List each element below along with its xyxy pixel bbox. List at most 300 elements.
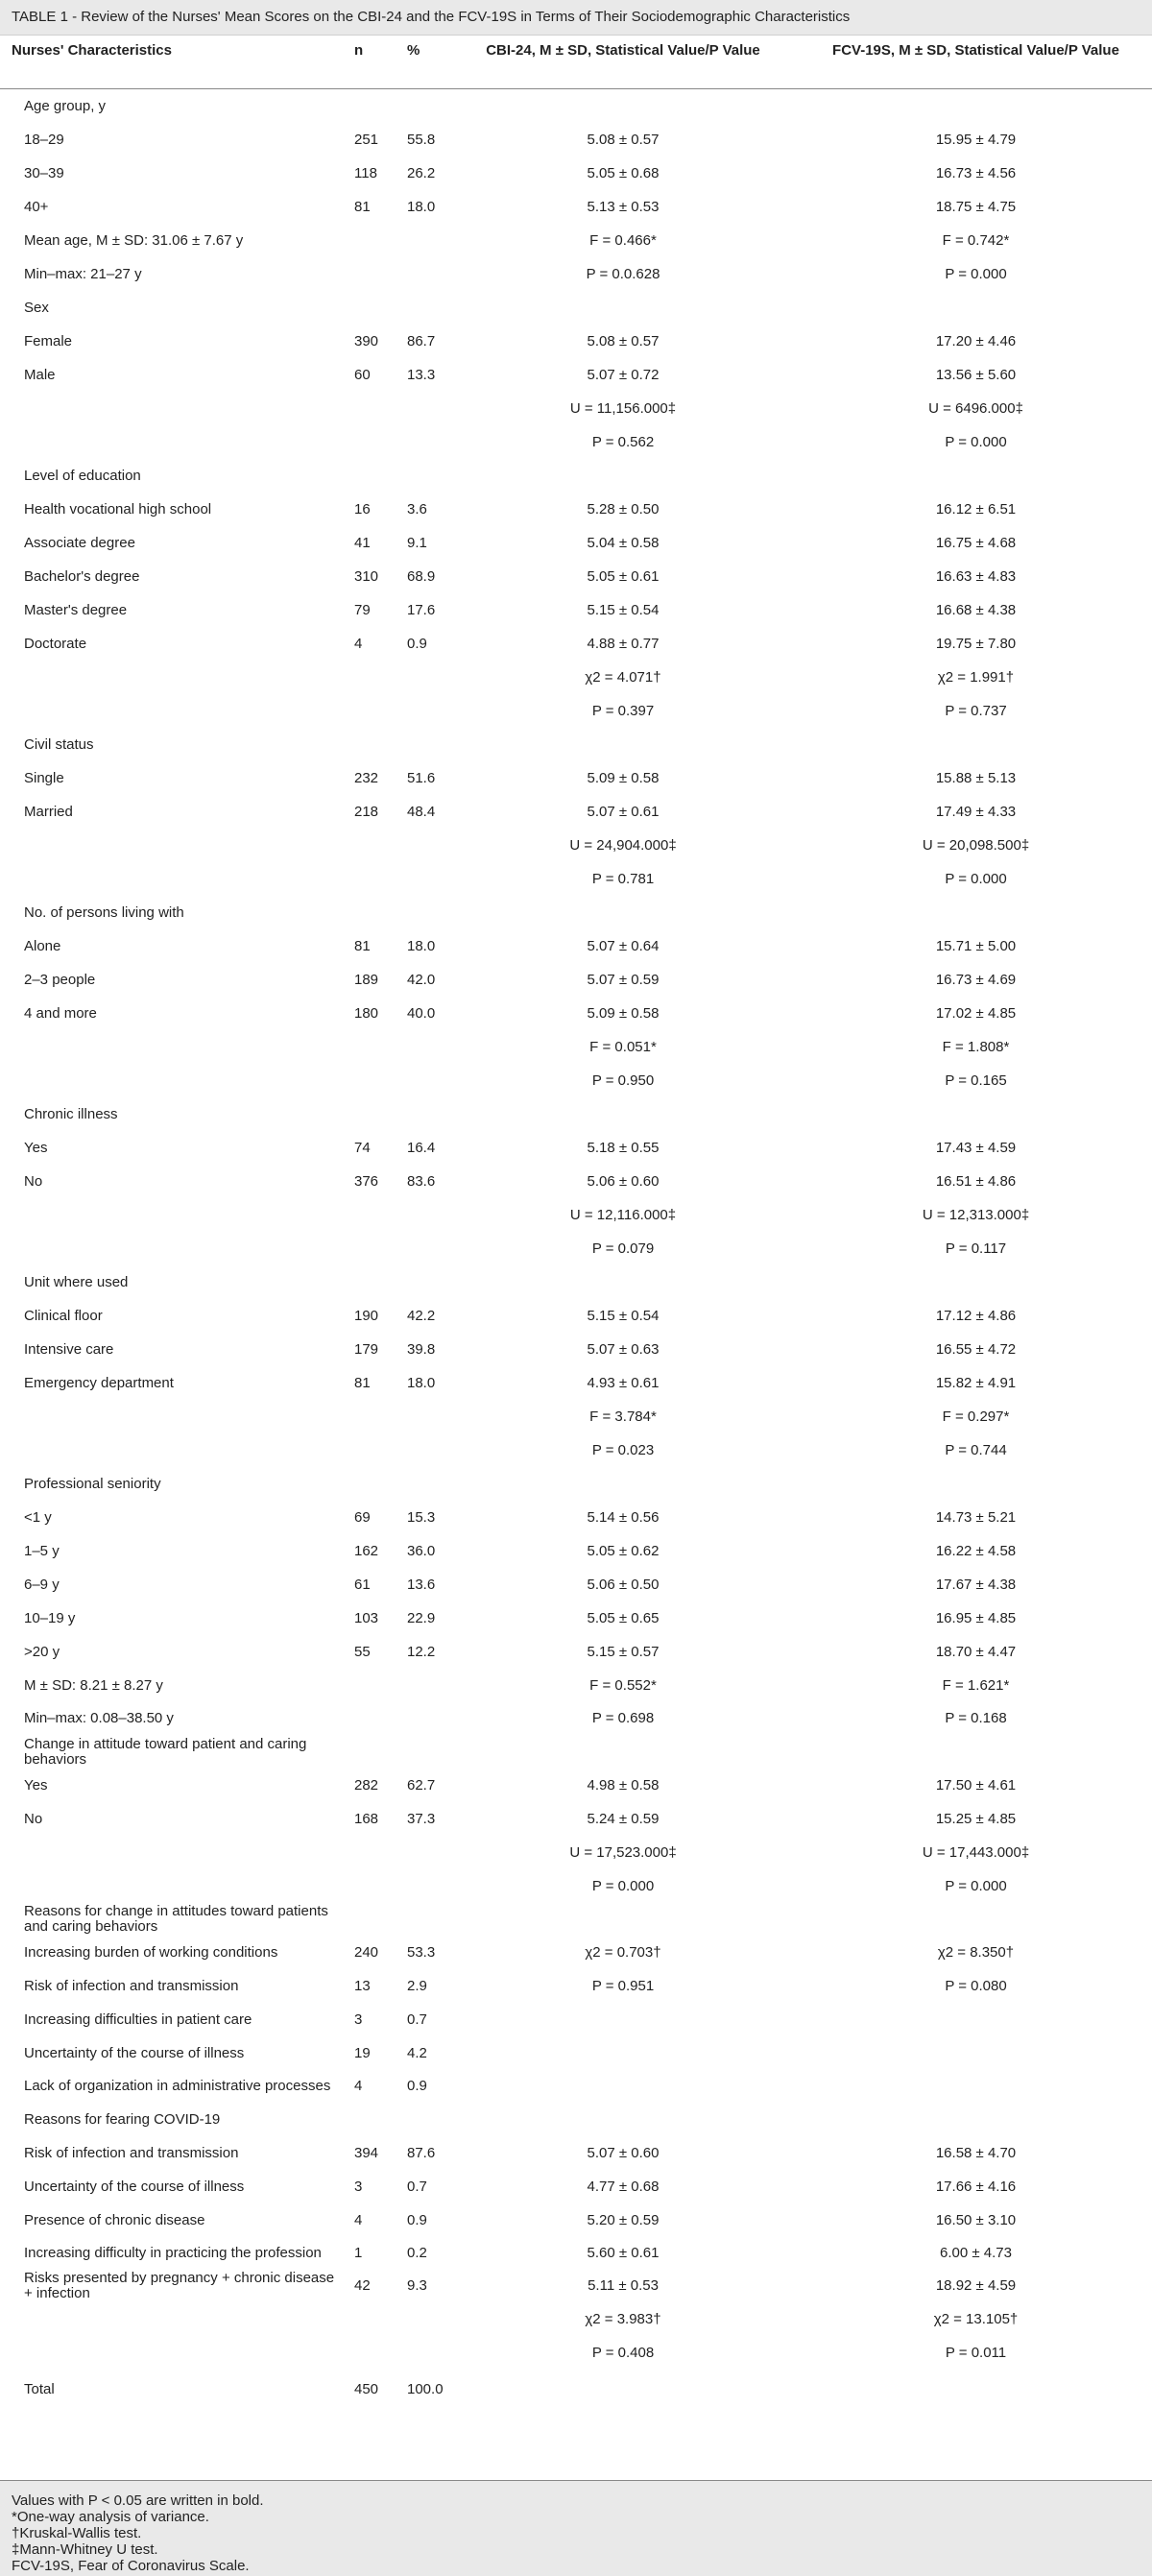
table-row: [0, 761, 1152, 795]
cell-fcv: 16.50 ± 3.10: [935, 2211, 1017, 2228]
cell-n: 61: [354, 1576, 371, 1593]
cell-n: 450: [354, 2381, 379, 2397]
cell-n: [350, 694, 403, 728]
cell-percent: 53.3: [407, 1943, 436, 1961]
cell-percent: [403, 1232, 446, 1265]
cell-fcv: 6.00 ± 4.73: [940, 2245, 1012, 2261]
cell-n: 60: [354, 366, 371, 383]
cell-percent: [403, 425, 446, 459]
cell-fcv: P = 0.000: [945, 265, 1007, 282]
row-label: Total: [24, 2381, 55, 2397]
cell-cbi: 5.15 ± 0.57: [587, 1643, 660, 1660]
table-row: [0, 1869, 1152, 1903]
cell-percent: 13.6: [407, 1576, 436, 1593]
cell-cbi: χ2 = 3.983†: [585, 2310, 661, 2327]
cell-cbi: P = 0.951: [591, 1977, 655, 1994]
row-label: Increasing difficulty in practicing the profession: [24, 2245, 322, 2261]
cell-n: 390: [354, 332, 379, 349]
table-row: [0, 1030, 1152, 1064]
table-row: [0, 2336, 1152, 2370]
cell-cbi: F = 3.784*: [589, 1408, 657, 1425]
cell-percent: 18.0: [407, 1374, 436, 1391]
cell-percent: 4.2: [407, 2044, 427, 2061]
cell-fcv: χ2 = 1.991†: [937, 668, 1015, 686]
cell-cbi: 5.05 ± 0.62: [587, 1542, 660, 1559]
cell-fcv: [800, 2003, 1152, 2036]
cell-n: [350, 1669, 403, 1702]
cell-percent: 37.3: [407, 1810, 436, 1827]
cell-percent: 83.6: [407, 1172, 436, 1190]
cell-fcv: 15.82 ± 4.91: [935, 1374, 1017, 1391]
cell-fcv: [800, 2036, 1152, 2070]
table-row: [0, 1400, 1152, 1433]
cell-n: 394: [354, 2144, 379, 2161]
section-label: No. of persons living with: [24, 903, 184, 921]
table-row: [0, 997, 1152, 1030]
cell-percent: 39.8: [407, 1340, 436, 1358]
cell-n: [350, 2302, 403, 2336]
cell-percent: 15.3: [407, 1508, 436, 1526]
cell-cbi: P = 0.023: [591, 1441, 655, 1458]
table-row: [0, 2203, 1152, 2237]
cell-cbi: P = 0.000: [591, 1877, 655, 1894]
cell-cbi: 5.08 ± 0.57: [587, 332, 660, 349]
footnote: †Kruskal-Wallis test.: [12, 2525, 142, 2541]
table-row: [0, 1064, 1152, 1097]
cell-n: 81: [354, 198, 371, 215]
cell-cbi: 4.98 ± 0.58: [587, 1776, 660, 1794]
cell-n: [350, 1030, 403, 1064]
cell-cbi: 5.11 ± 0.53: [588, 2277, 659, 2294]
cell-cbi: 5.24 ± 0.59: [587, 1810, 660, 1827]
cell-fcv: 16.58 ± 4.70: [935, 2144, 1017, 2161]
section-row: [0, 728, 1152, 761]
results-table: [0, 36, 1152, 2410]
section-label: Unit where used: [24, 1273, 129, 1290]
cell-n: [350, 862, 403, 896]
cell-n: 19: [354, 2044, 371, 2061]
cell-percent: [403, 257, 446, 291]
cell-cbi: U = 12,116.000‡: [569, 1206, 677, 1223]
cell-fcv: 14.73 ± 5.21: [935, 1508, 1017, 1526]
row-label: Mean age, M ± SD: 31.06 ± 7.67 y: [24, 231, 244, 249]
cell-n: [350, 1702, 403, 1735]
row-label: Doctorate: [24, 635, 87, 652]
row-label: [0, 1030, 350, 1064]
cell-fcv: P = 0.168: [945, 1710, 1007, 1726]
section-label: Age group, y: [24, 97, 107, 114]
cell-cbi: 5.05 ± 0.65: [587, 1609, 660, 1626]
cell-cbi: 5.20 ± 0.59: [587, 2211, 660, 2228]
table-row: [0, 1299, 1152, 1333]
cell-n: 190: [354, 1307, 379, 1324]
cell-percent: 0.2: [407, 2245, 427, 2261]
table-row: [0, 2270, 1152, 2302]
cell-fcv: [800, 2370, 1152, 2410]
section-row: [0, 291, 1152, 325]
table-row: [0, 190, 1152, 224]
cell-n: 4: [354, 635, 363, 652]
cell-percent: 42.2: [407, 1307, 436, 1324]
cell-percent: [403, 1702, 446, 1735]
cell-fcv: P = 0.000: [945, 433, 1007, 450]
cell-n: [350, 1198, 403, 1232]
row-label: [0, 661, 350, 694]
cell-fcv: 16.73 ± 4.56: [935, 164, 1017, 181]
cell-percent: 62.7: [407, 1776, 436, 1794]
cell-fcv: F = 1.621*: [942, 1676, 1010, 1694]
footnote: ‡Mann-Whitney U test.: [12, 2541, 158, 2558]
row-label: [0, 392, 350, 425]
table-row: [0, 661, 1152, 694]
table-row: [0, 392, 1152, 425]
section-row: [0, 1467, 1152, 1501]
table-row: [0, 2036, 1152, 2070]
cell-fcv: 18.92 ± 4.59: [935, 2277, 1017, 2294]
header-n: n: [350, 36, 403, 89]
cell-percent: 0.9: [407, 635, 427, 652]
row-label: <1 y: [24, 1508, 52, 1526]
cell-percent: [403, 829, 446, 862]
table-row: [0, 1635, 1152, 1669]
cell-percent: [403, 2302, 446, 2336]
row-label: Presence of chronic disease: [24, 2211, 205, 2228]
cell-cbi: P = 0.781: [591, 870, 655, 887]
cell-n: 376: [354, 1172, 379, 1190]
cell-n: 251: [354, 131, 379, 148]
cell-fcv: F = 0.297*: [942, 1408, 1010, 1425]
cell-fcv: U = 12,313.000‡: [922, 1206, 1030, 1223]
row-label: Health vocational high school: [24, 500, 212, 518]
row-label: [0, 1198, 350, 1232]
cell-fcv: P = 0.737: [945, 702, 1007, 719]
row-label: 1–5 y: [24, 1542, 60, 1559]
cell-n: 118: [354, 164, 377, 181]
row-label: 6–9 y: [24, 1576, 60, 1593]
cell-cbi: 5.14 ± 0.56: [587, 1508, 660, 1526]
row-label: [0, 829, 350, 862]
table-row: [0, 2003, 1152, 2036]
cell-percent: 18.0: [407, 198, 436, 215]
table-row: [0, 1836, 1152, 1869]
cell-fcv: 19.75 ± 7.80: [935, 635, 1017, 652]
table-row: [0, 1165, 1152, 1198]
cell-percent: [403, 1400, 446, 1433]
cell-fcv: 17.02 ± 4.85: [935, 1004, 1017, 1022]
cell-n: [350, 661, 403, 694]
row-label: M ± SD: 8.21 ± 8.27 y: [24, 1676, 163, 1694]
cell-n: [350, 1064, 403, 1097]
cell-n: [350, 1232, 403, 1265]
cell-percent: 0.9: [407, 2078, 427, 2094]
cell-n: 81: [354, 1374, 371, 1391]
cell-n: 13: [354, 1977, 371, 1994]
table-row: [0, 358, 1152, 392]
table-row: [0, 1601, 1152, 1635]
cell-cbi: 5.04 ± 0.58: [587, 534, 660, 551]
cell-cbi: F = 0.552*: [589, 1676, 657, 1694]
header-percent: %: [403, 36, 446, 89]
table-row: [0, 2136, 1152, 2170]
section-row: [0, 89, 1152, 124]
table-row: [0, 257, 1152, 291]
cell-percent: 18.0: [407, 937, 436, 954]
table-row: [0, 694, 1152, 728]
cell-percent: 13.3: [407, 366, 436, 383]
cell-n: 42: [354, 2277, 371, 2294]
row-label: [0, 1869, 350, 1903]
cell-fcv: 17.20 ± 4.46: [935, 332, 1017, 349]
row-label: Bachelor's degree: [24, 567, 140, 585]
cell-fcv: χ2 = 13.105†: [933, 2310, 1019, 2327]
cell-percent: 48.4: [407, 803, 436, 820]
cell-cbi: U = 24,904.000‡: [569, 836, 677, 854]
cell-percent: [403, 224, 446, 257]
row-label: Alone: [24, 937, 61, 954]
cell-fcv: P = 0.744: [945, 1441, 1007, 1458]
cell-fcv: 16.51 ± 4.86: [935, 1172, 1017, 1190]
cell-cbi: 4.88 ± 0.77: [587, 635, 660, 652]
row-label: Uncertainty of the course of illness: [24, 2044, 245, 2061]
cell-cbi: U = 17,523.000‡: [569, 1843, 677, 1861]
cell-n: 240: [354, 1943, 379, 1961]
row-label: Female: [24, 332, 73, 349]
footnote: Values with P < 0.05 are written in bold.: [12, 2492, 264, 2509]
cell-percent: [403, 1869, 446, 1903]
cell-percent: 9.3: [407, 2277, 427, 2294]
table-row: [0, 1198, 1152, 1232]
cell-cbi: 5.07 ± 0.61: [587, 803, 660, 820]
row-label: [0, 1433, 350, 1467]
section-label: Chronic illness: [24, 1105, 118, 1122]
cell-cbi: 5.09 ± 0.58: [587, 769, 660, 786]
table-row: [0, 1232, 1152, 1265]
table-row: [0, 1769, 1152, 1802]
cell-n: [350, 425, 403, 459]
table-row: [0, 1366, 1152, 1400]
section-label: Change in attitude toward patient and caring behaviors: [24, 1735, 307, 1768]
header-cbi: CBI-24, M ± SD, Statistical Value/P Value: [446, 36, 800, 89]
row-label: Lack of organization in administrative processes: [24, 2078, 331, 2094]
row-label: 10–19 y: [24, 1609, 76, 1626]
cell-percent: 55.8: [407, 131, 436, 148]
row-label: Risks presented by pregnancy + chronic disease + infection: [24, 2270, 335, 2301]
row-label: Increasing burden of working conditions: [24, 1943, 278, 1961]
cell-fcv: U = 17,443.000‡: [922, 1843, 1030, 1861]
cell-n: [350, 2336, 403, 2370]
table-row: [0, 2237, 1152, 2270]
cell-fcv: 17.66 ± 4.16: [935, 2178, 1017, 2195]
row-label: Risk of infection and transmission: [24, 1977, 239, 1994]
table-row: [0, 1669, 1152, 1702]
cell-cbi: P = 0.408: [591, 2344, 655, 2361]
row-label: Min–max: 0.08–38.50 y: [24, 1710, 174, 1726]
section-row: [0, 459, 1152, 493]
cell-n: 55: [354, 1643, 371, 1660]
cell-percent: 0.7: [407, 2178, 427, 2195]
cell-fcv: 16.22 ± 4.58: [935, 1542, 1017, 1559]
row-label: [0, 1400, 350, 1433]
cell-percent: 36.0: [407, 1542, 436, 1559]
row-label: Associate degree: [24, 534, 135, 551]
cell-n: 218: [354, 803, 379, 820]
table-row: [0, 2302, 1152, 2336]
table-row: [0, 325, 1152, 358]
cell-fcv: P = 0.165: [945, 1071, 1007, 1089]
row-label: 18–29: [24, 131, 64, 148]
cell-percent: [403, 2336, 446, 2370]
cell-cbi: U = 11,156.000‡: [569, 399, 677, 417]
table-row: [0, 929, 1152, 963]
table-row: [0, 1131, 1152, 1165]
cell-fcv: 13.56 ± 5.60: [935, 366, 1017, 383]
table-row: [0, 593, 1152, 627]
cell-cbi: 5.09 ± 0.58: [587, 1004, 660, 1022]
row-label: >20 y: [24, 1643, 60, 1660]
table-row: [0, 123, 1152, 156]
row-label: [0, 2336, 350, 2370]
row-label: [0, 1836, 350, 1869]
cell-n: [350, 392, 403, 425]
cell-fcv: 18.70 ± 4.47: [935, 1643, 1017, 1660]
row-label: Min–max: 21–27 y: [24, 265, 142, 282]
table-row: [0, 1802, 1152, 1836]
cell-cbi: [446, 2003, 800, 2036]
cell-n: [350, 1433, 403, 1467]
cell-percent: [403, 661, 446, 694]
cell-cbi: P = 0.397: [591, 702, 655, 719]
cell-n: [350, 257, 403, 291]
cell-cbi: 5.07 ± 0.72: [587, 366, 660, 383]
section-label: Reasons for fearing COVID-19: [24, 2110, 221, 2128]
cell-percent: 86.7: [407, 332, 436, 349]
cell-n: 74: [354, 1139, 371, 1156]
cell-fcv: [800, 2070, 1152, 2103]
row-label: Clinical floor: [24, 1307, 103, 1324]
cell-fcv: P = 0.000: [945, 870, 1007, 887]
cell-n: 4: [354, 2211, 363, 2228]
cell-fcv: 17.49 ± 4.33: [935, 803, 1017, 820]
cell-fcv: 16.75 ± 4.68: [935, 534, 1017, 551]
section-label: Civil status: [24, 735, 94, 753]
cell-percent: 100.0: [407, 2381, 444, 2397]
footnote: FCV-19S, Fear of Coronavirus Scale.: [12, 2558, 250, 2574]
table-row: [0, 560, 1152, 593]
cell-n: 189: [354, 971, 379, 988]
cell-percent: 17.6: [407, 601, 436, 618]
table-row: [0, 2070, 1152, 2103]
row-label: Uncertainty of the course of illness: [24, 2178, 245, 2195]
cell-fcv: F = 1.808*: [942, 1038, 1010, 1055]
cell-fcv: 16.68 ± 4.38: [935, 601, 1017, 618]
cell-fcv: P = 0.080: [945, 1977, 1007, 1994]
row-label: [0, 1064, 350, 1097]
section-label: Sex: [24, 299, 49, 316]
row-label: 4 and more: [24, 1004, 97, 1022]
cell-cbi: [446, 2036, 800, 2070]
cell-cbi: 4.93 ± 0.61: [587, 1374, 660, 1391]
cell-n: 168: [354, 1810, 379, 1827]
cell-cbi: P = 0.698: [591, 1710, 655, 1726]
table-row: [0, 963, 1152, 997]
cell-percent: 9.1: [407, 534, 427, 551]
row-label: [0, 2302, 350, 2336]
cell-n: [350, 1836, 403, 1869]
table-row: [0, 829, 1152, 862]
table-row: [0, 1333, 1152, 1366]
row-label: Male: [24, 366, 56, 383]
row-label: 30–39: [24, 164, 64, 181]
footnote: *One-way analysis of variance.: [12, 2509, 209, 2525]
cell-cbi: 5.07 ± 0.59: [587, 971, 660, 988]
cell-n: [350, 224, 403, 257]
cell-n: 79: [354, 601, 371, 618]
section-row: [0, 896, 1152, 929]
table-caption: TABLE 1 - Review of the Nurses' Mean Scores on the CBI-24 and the FCV-19S in Terms of Their Sociodemographic Characteristics: [0, 0, 1152, 36]
cell-n: 179: [354, 1340, 379, 1358]
table-row: [0, 2170, 1152, 2203]
cell-cbi: 5.28 ± 0.50: [587, 500, 660, 518]
cell-fcv: 15.25 ± 4.85: [935, 1810, 1017, 1827]
cell-cbi: 5.07 ± 0.64: [587, 937, 660, 954]
table-row: [0, 224, 1152, 257]
cell-n: 232: [354, 769, 379, 786]
cell-fcv: F = 0.742*: [942, 231, 1010, 249]
cell-n: 310: [354, 567, 379, 585]
cell-fcv: P = 0.117: [945, 1240, 1007, 1257]
cell-fcv: 15.71 ± 5.00: [935, 937, 1017, 954]
cell-cbi: 4.77 ± 0.68: [587, 2178, 660, 2195]
cell-percent: 12.2: [407, 1643, 436, 1660]
cell-fcv: 15.88 ± 5.13: [935, 769, 1017, 786]
cell-percent: 0.7: [407, 2010, 427, 2028]
row-label: 40+: [24, 198, 49, 215]
cell-percent: 87.6: [407, 2144, 436, 2161]
cell-cbi: P = 0.0.628: [586, 265, 660, 282]
section-row: [0, 2103, 1152, 2136]
table-row: [0, 627, 1152, 661]
cell-cbi: 5.07 ± 0.60: [587, 2144, 660, 2161]
table-row: [0, 1969, 1152, 2003]
cell-percent: 68.9: [407, 567, 436, 585]
cell-fcv: 16.73 ± 4.69: [935, 971, 1017, 988]
cell-fcv: 16.12 ± 6.51: [935, 500, 1017, 518]
table-row: [0, 862, 1152, 896]
cell-fcv: 17.43 ± 4.59: [935, 1139, 1017, 1156]
table-row: [0, 795, 1152, 829]
row-label: Risk of infection and transmission: [24, 2144, 239, 2161]
cell-percent: 3.6: [407, 500, 427, 518]
cell-percent: [403, 1669, 446, 1702]
cell-cbi: F = 0.466*: [589, 231, 657, 249]
cell-cbi: 5.15 ± 0.54: [587, 601, 660, 618]
cell-fcv: P = 0.000: [945, 1877, 1007, 1894]
cell-percent: 2.9: [407, 1977, 427, 1994]
row-label: Emergency department: [24, 1374, 174, 1391]
cell-n: 282: [354, 1776, 379, 1794]
cell-n: [350, 829, 403, 862]
cell-percent: 22.9: [407, 1609, 436, 1626]
cell-percent: 26.2: [407, 164, 436, 181]
cell-fcv: U = 6496.000‡: [928, 399, 1023, 417]
cell-percent: 51.6: [407, 769, 436, 786]
cell-percent: [403, 694, 446, 728]
section-label: Level of education: [24, 467, 141, 484]
cell-percent: [403, 1064, 446, 1097]
cell-percent: [403, 1030, 446, 1064]
row-label: Yes: [24, 1139, 48, 1156]
row-label: No: [24, 1810, 43, 1827]
